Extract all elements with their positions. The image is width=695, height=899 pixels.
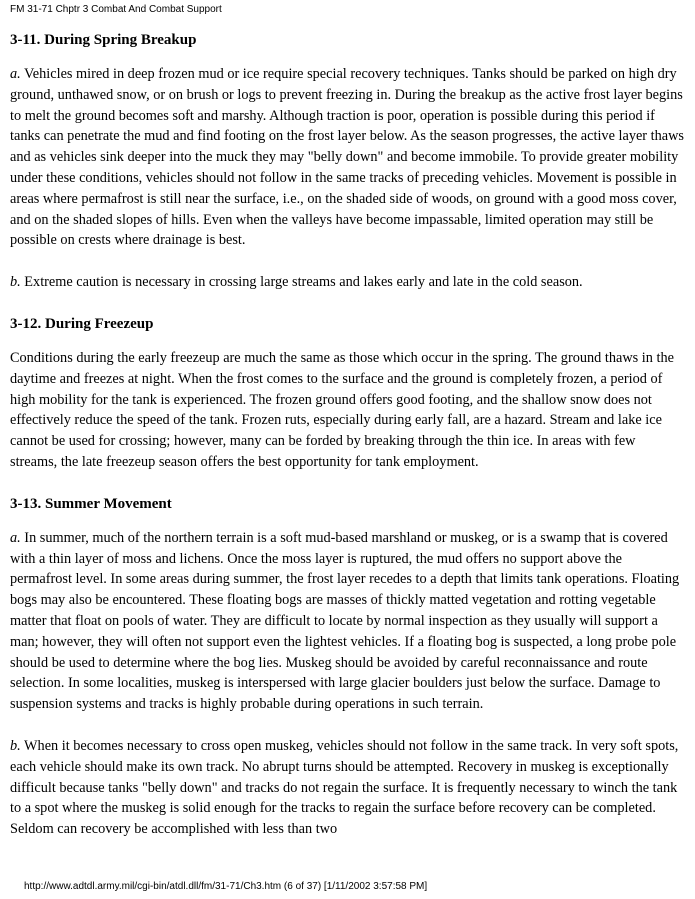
page-url-footer: http://www.adtdl.army.mil/cgi-bin/atdl.dll/fm/31-71/Ch3.htm (6 of 37) [1/11/2002 3:57:58 PM]	[24, 881, 428, 892]
paragraph-marker: a.	[10, 66, 21, 82]
paragraph-3-11-b	[10, 272, 685, 293]
section-heading-3-13: 3-13. Summer Movement	[10, 495, 172, 512]
paragraph-3-12	[10, 348, 685, 473]
paragraph-marker: b.	[10, 737, 21, 754]
paragraph-marker: a.	[10, 529, 21, 546]
document-body	[10, 30, 685, 840]
paragraph-text: Conditions during the early freezeup are much the same as those which occur in the spring. The ground thaws in the daytime and freezes at night. When the frost comes to the surface and the ground is completely frozen, a period of high mobility for the tank is experienced. The frozen ground offers good footing, and the shallow snow does not effectively reduce the speed of the tank. Frozen ruts, especially during early fall, are a hazard. Stream and lake ice cannot be used for crossing; however, many can be forded by breaking through the thin ice. In areas with few streams, the late freezeup season offers the best opportunity for tank employment.	[10, 349, 674, 470]
running-header: FM 31-71 Chptr 3 Combat And Combat Support	[10, 4, 222, 15]
section-heading-3-12: 3-12. During Freezeup	[10, 315, 154, 332]
paragraph-text: Vehicles mired in deep frozen mud or ice require special recovery techniques. Tanks should be parked on high dry ground, unthawed snow, or on brush or logs to prevent freezing in. During the breakup as the active frost layer begins to melt the ground becomes soft and marshy. Although traction is poor, operation is possible during this period if tanks can penetrate the mud and find footing on the frost layer below. As the season progresses, the active layer thaws and as vehicles sink deeper into the muck they may "belly down" and become immobile. To provide greater mobility under these conditions, vehicles should not follow in the same tracks of preceding vehicles. Movement is possible in areas where permafrost is still near the surface, i.e., on the shaded side of woods, on ground with a good moss cover, and on the shaded slopes of hills. Even when the valleys have become impassable, limited operation may still be possible on crests where drainage is best.	[10, 66, 684, 249]
paragraph-3-13-a	[10, 528, 685, 715]
paragraph-text: In summer, much of the northern terrain is a soft mud-based marshland or muskeg, or is a swamp that is covered with a thin layer of moss and lichens. Once the moss layer is ruptured, the mud offers no support above the permafrost level. In some areas during summer, the frost layer recedes to a depth that limits tank operations. Floating bogs may also be encountered. These floating bogs are masses of thickly matted vegetation and rotting vegetable matter that float on pools of water. They are difficult to locate by normal inspection as they usually will support a man; however, they will often not support even the lightest vehicles. If a floating bog is suspected, a long probe pole should be used to determine where the bog lies. Muskeg should be avoided by careful reconnaissance and route selection. In some localities, muskeg is interspersed with large glacier boulders just below the surface. Damage to suspension systems and tracks is highly probable during operations in such terrain.	[10, 529, 680, 713]
paragraph-text: Extreme caution is necessary in crossing large streams and lakes early and late in the cold season.	[20, 274, 583, 291]
paragraph-text: When it becomes necessary to cross open muskeg, vehicles should not follow in the same track. In very soft spots, each vehicle should make its own track. No abrupt turns should be attempted. Recovery in muskeg is exceptionally difficult because tanks "belly down" and tracks do not regain the surface. It is frequently necessary to winch the tank to a spot where the muskeg is solid enough for the tracks to regain the surface before recovery can be completed. Seldom can recovery be accomplished with less than two	[10, 737, 679, 838]
paragraph-marker: b.	[10, 274, 21, 291]
paragraph-3-11-a	[10, 64, 685, 251]
paragraph-3-13-b	[10, 736, 685, 840]
section-heading-3-11: 3-11. During Spring Breakup	[10, 32, 197, 48]
